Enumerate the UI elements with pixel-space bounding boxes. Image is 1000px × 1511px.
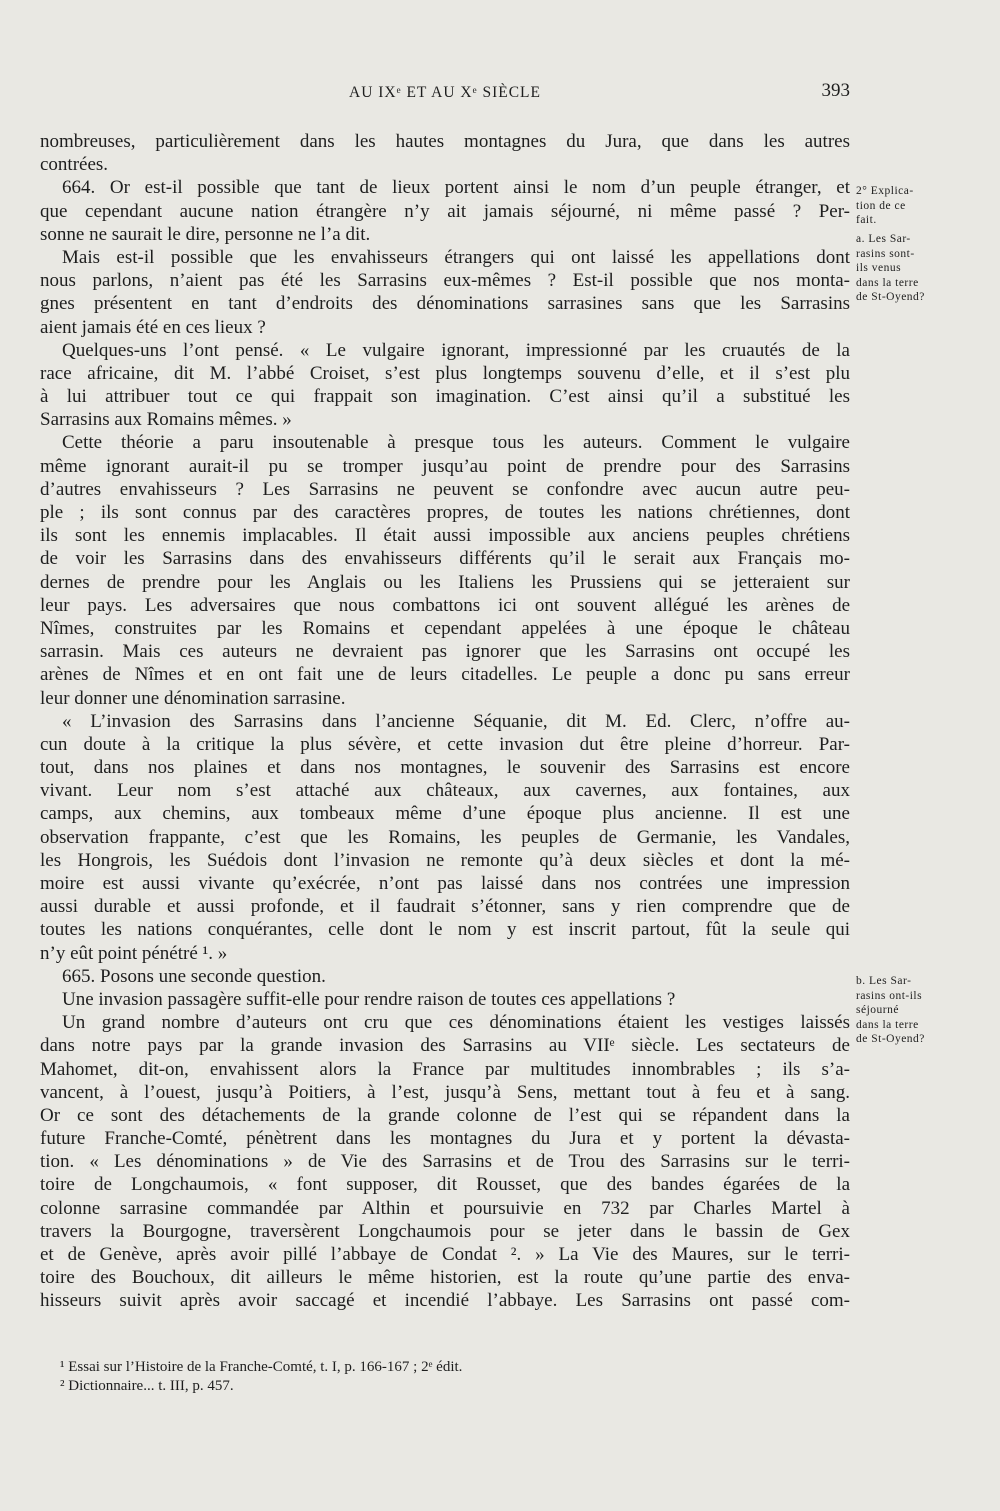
margin-note-question-b (856, 974, 956, 1047)
margin-note-line: fait. (856, 214, 877, 226)
text-line: Un grand nombre d’auteurs ont cru que ces dénominations étaient les vestiges laissés (62, 1012, 850, 1034)
text-line: nombreuses, particulièrement dans les hautes montagnes du Jura, que dans les autres (40, 131, 850, 152)
margin-note-line: dans la terre (856, 276, 919, 289)
text-line: vivant. Leur nom s’est attaché aux châteaux, aux cavernes, aux fontaines, aux (40, 780, 850, 802)
body-text (40, 130, 850, 1313)
margin-note-line: rasins sont- (856, 247, 915, 260)
text-line: « L’invasion des Sarrasins dans l’ancienne Séquanie, dit M. Ed. Clerc, n’offre au- (62, 710, 850, 732)
text-line: observation frappante, c’est que les Romains, les peuples de Germanie, les Vandales, (40, 826, 850, 848)
text-line: leur donner une dénomination sarrasine. (40, 687, 346, 709)
margin-note-line: de St-Oyend? (856, 1033, 925, 1045)
text-line: tout, dans nos plaines et dans nos montagnes, le souvenir des Sarrasins est encore (40, 757, 850, 779)
margin-note-line: ils venus (856, 262, 902, 274)
text-line: n’y eût point pénétré ¹. » (40, 942, 228, 964)
text-line: et de Genève, après avoir pillé l’abbaye de Condat ². » La Vie des Maures, sur le terri- (40, 1244, 850, 1265)
margin-note-line: tion de ce (856, 199, 906, 212)
text-line: gnes présentent en tant d’endroits des dénominations sarrasines sans que les Sarrasins (40, 293, 850, 315)
text-line: que cependant aucune nation étrangère n’y ait jamais séjourné, ni même passé ? Per- (40, 200, 850, 222)
footnote: ² Dictionnaire... t. III, p. 457. (60, 1378, 234, 1394)
text-line: aussi durable et aussi profonde, et il faudrait s’étonner, sans y rien comprendre que de (40, 896, 850, 918)
text-line: contrées. (40, 154, 109, 176)
text-line: camps, aux chemins, aux tombeaux même d’une époque plus ancienne. Il est une (40, 803, 850, 825)
margin-note-line: de St-Oyend? (856, 291, 925, 303)
text-line: tion. « Les dénominations » de Vie des Sarrasins et de Trou des Sarrasins sur le terri- (40, 1151, 850, 1173)
text-line: les Hongrois, les Suédois dont l’invasion ne remonte qu’à deux siècles et dont la mé- (40, 849, 850, 871)
text-line: ils sont les ennemis implacables. Il était aussi impossible aux anciens peuples chrétiens (40, 525, 850, 547)
footnotes (60, 1358, 850, 1396)
text-line: hisseurs suivit après avoir saccagé et incendié l’abbaye. Les Sarrasins ont passé com- (40, 1290, 850, 1312)
text-line: 664. Or est-il possible que tant de lieux portent ainsi le nom d’un peuple étranger, et (62, 177, 850, 199)
text-line: 665. Posons une seconde question. (62, 965, 326, 987)
text-line: Quelques-uns l’ont pensé. « Le vulgaire ignorant, impressionné par les cruautés de la (62, 339, 850, 361)
text-line: sarrasin. Mais ces auteurs ne devraient pas ignorer que les Sarrasins ont occupé les (40, 641, 850, 663)
footnote: ¹ Essai sur l’Histoire de la Franche-Comté, t. I, p. 166-167 ; 2ᵉ édit. (60, 1359, 463, 1375)
page-number: 393 (821, 80, 850, 101)
text-line: colonne sarrasine commandée par Althin et poursuivie en 732 par Charles Martel à (40, 1197, 850, 1219)
text-line: moire est aussi vivante qu’exécrée, n’ont pas laissé dans nos contrées une impression (40, 873, 850, 894)
margin-note-line: rasins ont-ils (856, 989, 923, 1002)
text-line: Sarrasins aux Romains mêmes. » (40, 409, 292, 431)
text-line: Mahomet, dit-on, envahissent alors la France par multitudes innombrables ; ils s’a- (40, 1058, 850, 1080)
text-line: leur pays. Les adversaires que nous combattons ici ont souvent allégué les arènes de (40, 594, 850, 616)
margin-note-line: a. Les Sar- (856, 233, 911, 245)
running-title: AU IXᵉ ET AU Xᵉ SIÈCLE (349, 84, 541, 101)
text-line: Nîmes, construites par les Romains et cependant appelées à une époque le château (40, 617, 850, 639)
text-line: arènes de Nîmes et en ont fait une de leurs citadelles. Le peuple a donc pu sans erreur (40, 664, 850, 686)
text-line: à lui attribuer tout ce qui frappait son imagination. C’est ainsi qu’il a substitué les (40, 386, 850, 408)
text-line: dans notre pays par la grande invasion des Sarrasins au VIIᵉ siècle. Les sectateurs de (40, 1035, 850, 1057)
text-line: d’autres envahisseurs ? Les Sarrasins ne peuvent se confondre avec aucun autre peu- (40, 478, 850, 500)
text-line: Une invasion passagère suffit-elle pour rendre raison de toutes ces appellations ? (62, 988, 676, 1010)
text-line: ple ; ils sont connus par des caractères propres, de toutes les nations chrétiennes, dont (40, 502, 850, 523)
margin-note-line: séjourné (856, 1004, 899, 1016)
text-line: cun doute à la critique la plus sévère, et cette invasion dut être pleine d’horreur. Par- (40, 733, 850, 755)
text-line: travers la Bourgogne, traversèrent Longchaumois pour se jeter dans le bassin de Gex (40, 1220, 850, 1242)
text-line: Or ce sont des détachements de la grande colonne de l’est qui se répandent dans la (40, 1104, 850, 1126)
text-line: dernes de prendre pour les Anglais ou les Italiens les Prussiens qui se jetteraient sur (40, 571, 850, 593)
margin-note-line: b. Les Sar- (856, 975, 912, 987)
text-line: sonne ne saurait le dire, personne ne l’a dit. (40, 223, 371, 245)
text-line: toire des Bouchoux, dit ailleurs le même historien, est la route qu’une partie des enva- (40, 1267, 850, 1289)
text-line: toire de Longchaumois, « font supposer, dit Rousset, que des bandes égarées de la (40, 1174, 850, 1196)
text-line: future Franche-Comté, pénètrent dans les montagnes du Jura et y portent la dévasta- (40, 1128, 850, 1150)
margin-note-line: dans la terre (856, 1018, 919, 1031)
margin-note-explanation (856, 184, 956, 228)
text-line: Mais est-il possible que les envahisseurs étrangers qui ont laissé les appellations dont (62, 246, 850, 268)
text-line: race africaine, dit M. l’abbé Croiset, s’est plus longtemps souvenu d’elle, et il s’est plu (40, 362, 850, 384)
text-line: même ignorant aurait-il pu se tromper jusqu’au point de prendre pour des Sarrasins (40, 455, 850, 477)
text-line: aient jamais été en ces lieux ? (40, 316, 266, 338)
margin-note-line: 2° Explica- (856, 185, 914, 197)
text-line: nous parlons, n’aient pas été les Sarrasins eux-mêmes ? Est-il possible que nos monta- (40, 270, 850, 292)
margin-note-question-a (856, 232, 956, 305)
text-line: de voir les Sarrasins dans des envahisseurs différents qu’il le serait aux Français mo- (40, 548, 850, 570)
text-line: toutes les nations conquérantes, celle dont le nom y est inscrit partout, fût la seule qui (40, 919, 850, 941)
text-line: Cette théorie a paru insoutenable à presque tous les auteurs. Comment le vulgaire (62, 432, 850, 454)
text-line: vancent, à l’ouest, jusqu’à Poitiers, à l’est, jusqu’à Sens, mettant tout à feu et à sang. (40, 1081, 850, 1103)
